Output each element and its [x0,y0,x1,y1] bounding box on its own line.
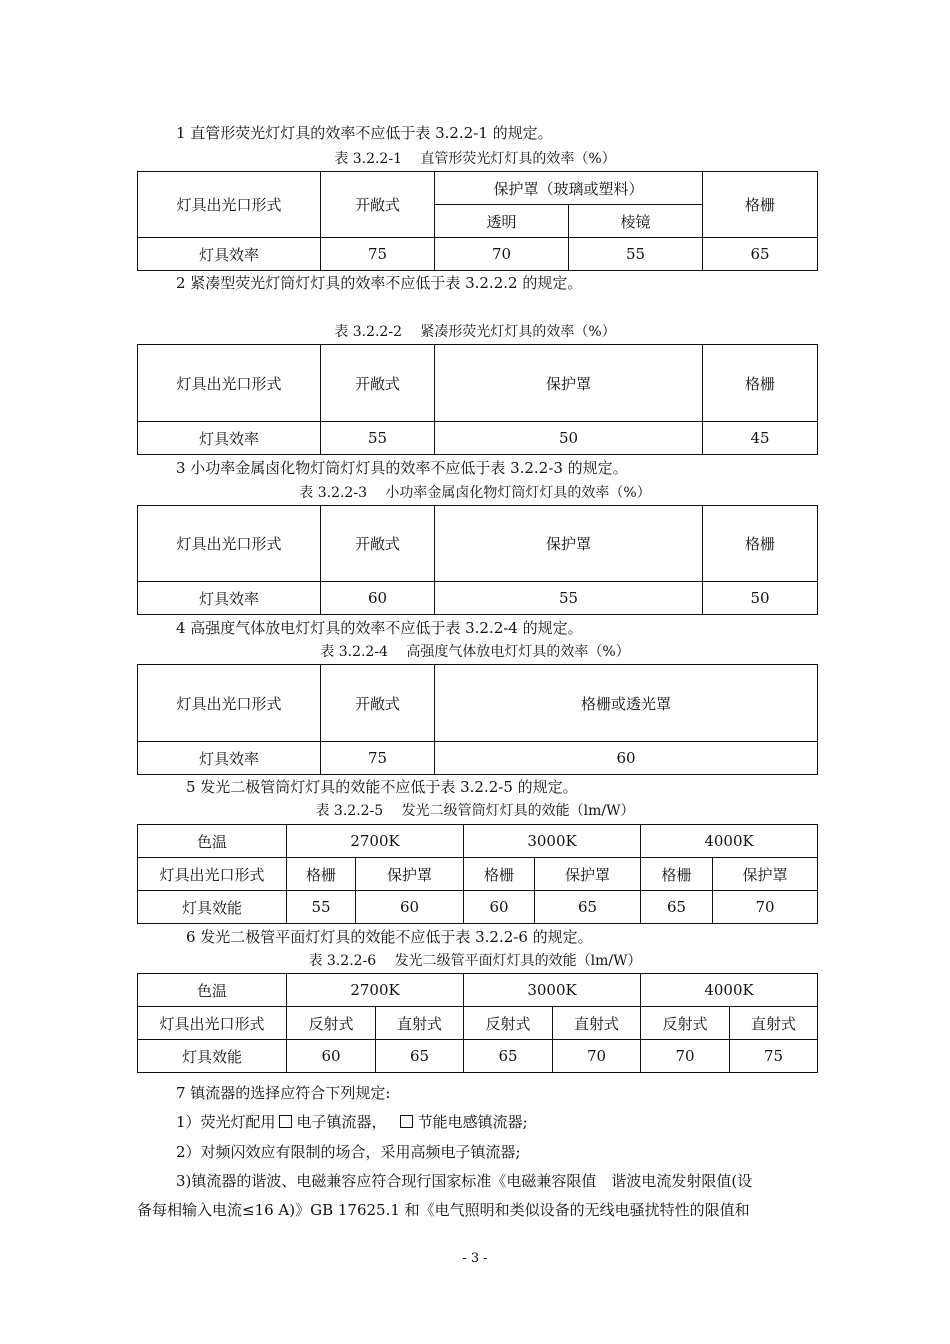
value-cell: 50 [435,422,703,455]
form-cell: 保护罩 [535,858,641,891]
form-cell: 格栅 [464,858,535,891]
header-cell: 开敞式 [321,345,435,422]
item-7-1-lead: 1）荧光灯配用 [176,1113,276,1131]
checkbox-icon [279,1115,292,1128]
form-cell: 反射式 [464,1007,553,1040]
color-temp-cell: 3000K [464,825,641,858]
efficacy-table-6 [137,973,818,1073]
header-cell: 格栅 [703,172,818,238]
color-temp-cell: 2700K [287,825,464,858]
header-cell: 开敞式 [321,506,435,582]
value-cell: 70 [435,238,569,271]
row-label-cell: 灯具效率 [138,742,321,775]
form-cell: 格栅 [287,858,356,891]
value-cell: 75 [730,1040,818,1073]
paragraph-item-4: 4 高强度气体放电灯灯具的效率不应低于表 3.2.2-4 的规定。 [176,619,583,637]
header-cell: 保护罩 [435,506,703,582]
value-cell: 65 [376,1040,464,1073]
value-cell: 60 [464,891,535,924]
value-cell: 60 [435,742,818,775]
header-cell: 保护罩（玻璃或塑料） [435,172,703,205]
value-cell: 70 [713,891,818,924]
header-cell: 灯具出光口形式 [138,506,321,582]
paragraph-item-1: 1 直管形荧光灯灯具的效率不应低于表 3.2.2-1 的规定。 [176,124,553,142]
paragraph-item-2: 2 紧凑型荧光灯筒灯灯具的效率不应低于表 3.2.2.2 的规定。 [176,274,583,292]
value-cell: 65 [703,238,818,271]
value-cell: 50 [703,582,818,615]
checkbox-icon [400,1115,413,1128]
header-cell: 保护罩 [435,345,703,422]
header-cell: 灯具出光口形式 [138,345,321,422]
header-cell: 格栅或透光罩 [435,665,818,742]
header-cell: 灯具出光口形式 [138,858,287,891]
value-cell: 55 [569,238,703,271]
color-temp-cell: 4000K [641,974,818,1007]
color-temp-cell: 4000K [641,825,818,858]
value-cell: 55 [321,422,435,455]
row-label-cell: 灯具效率 [138,582,321,615]
paragraph-item-7-3-line-2: 备每相输入电流≤16 A)》GB 17625.1 和《电气照明和类似设备的无线电骚扰特性的限值和 [137,1201,750,1219]
header-cell: 开敞式 [321,172,435,238]
row-label-cell: 灯具效率 [138,238,321,271]
paragraph-item-5: 5 发光二极管筒灯灯具的效能不应低于表 3.2.2-5 的规定。 [186,778,578,796]
header-cell: 色温 [138,974,287,1007]
paragraph-item-7-2: 2）对频闪效应有限制的场合，采用高频电子镇流器; [176,1143,521,1161]
efficiency-table-2 [137,344,818,455]
header-cell: 灯具出光口形式 [138,1007,287,1040]
value-cell: 65 [641,891,713,924]
efficiency-table-1 [137,171,818,271]
value-cell: 60 [287,1040,376,1073]
efficacy-table-5 [137,824,818,924]
table-caption-4: 表 3.2.2-4 高强度气体放电灯灯具的效率（%） [320,644,630,660]
row-label-cell: 灯具效率 [138,422,321,455]
value-cell: 75 [321,238,435,271]
value-cell: 65 [535,891,641,924]
table-caption-1: 表 3.2.2-1 直管形荧光灯灯具的效率（%） [334,151,616,167]
header-cell: 透明 [435,205,569,238]
value-cell: 55 [287,891,356,924]
paragraph-item-7-3-line-1: 3)镇流器的谐波、电磁兼容应符合现行国家标准《电磁兼容限值 谐波电流发射限值(设 [176,1172,753,1190]
form-cell: 直射式 [553,1007,641,1040]
paragraph-item-7: 7 镇流器的选择应符合下列规定: [176,1084,391,1102]
value-cell: 60 [321,582,435,615]
header-cell: 格栅 [703,506,818,582]
form-cell: 反射式 [641,1007,730,1040]
table-caption-3: 表 3.2.2-3 小功率金属卤化物灯筒灯灯具的效率（%） [299,485,651,501]
form-cell: 格栅 [641,858,713,891]
efficiency-table-4 [137,664,818,775]
header-cell: 棱镜 [569,205,703,238]
value-cell: 60 [356,891,464,924]
paragraph-item-3: 3 小功率金属卤化物灯筒灯灯具的效率不应低于表 3.2.2-3 的规定。 [176,459,628,477]
value-cell: 70 [641,1040,730,1073]
paragraph-item-6: 6 发光二极管平面灯灯具的效能不应低于表 3.2.2-6 的规定。 [186,928,593,946]
value-cell: 45 [703,422,818,455]
value-cell: 75 [321,742,435,775]
form-cell: 反射式 [287,1007,376,1040]
item-7-1-option-electronic: 电子镇流器， [296,1113,387,1131]
color-temp-cell: 2700K [287,974,464,1007]
form-cell: 保护罩 [713,858,818,891]
header-cell: 灯具出光口形式 [138,665,321,742]
table-caption-6: 表 3.2.2-6 发光二级管平面灯灯具的效能（lm/W） [308,953,642,969]
item-7-1-option-inductive: 节能电感镇流器; [417,1113,528,1131]
header-cell: 开敞式 [321,665,435,742]
paragraph-item-7-1 [176,1112,528,1132]
row-label-cell: 灯具效能 [138,891,287,924]
value-cell: 55 [435,582,703,615]
color-temp-cell: 3000K [464,974,641,1007]
row-label-cell: 灯具效能 [138,1040,287,1073]
table-caption-5: 表 3.2.2-5 发光二级管筒灯灯具的效能（lm/W） [315,803,635,819]
header-cell: 灯具出光口形式 [138,172,321,238]
table-caption-2: 表 3.2.2-2 紧凑形荧光灯灯具的效率（%） [334,324,616,340]
form-cell: 直射式 [376,1007,464,1040]
value-cell: 65 [464,1040,553,1073]
header-cell: 色温 [138,825,287,858]
form-cell: 保护罩 [356,858,464,891]
efficiency-table-3 [137,505,818,615]
form-cell: 直射式 [730,1007,818,1040]
page-number: - 3 - [462,1251,488,1266]
header-cell: 格栅 [703,345,818,422]
value-cell: 70 [553,1040,641,1073]
